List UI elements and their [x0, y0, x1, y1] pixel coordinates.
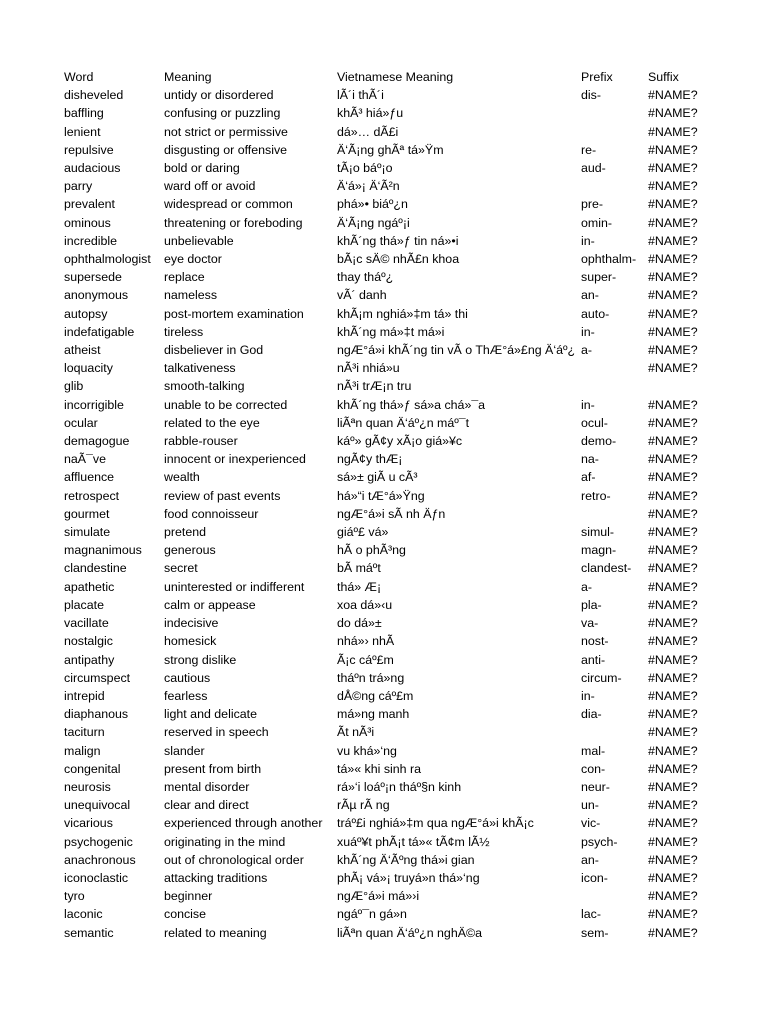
- cell-word: atheist: [64, 343, 101, 358]
- cell-meaning: disgusting or offensive: [164, 142, 288, 157]
- cell-meaning: experienced through another: [164, 816, 323, 831]
- cell-prefix: [581, 177, 648, 195]
- table-row: [64, 924, 708, 942]
- table-row: [64, 760, 708, 778]
- cell-meaning: calm or appease: [164, 597, 256, 612]
- cell-prefix: clandest-: [581, 561, 632, 576]
- cell-meaning: confusing or puzzling: [164, 106, 281, 121]
- cell-vietnamese-meaning: phá»• biáº¿n: [337, 197, 408, 212]
- cell-vietnamese-meaning: khÃ³ hiá»ƒu: [337, 106, 404, 121]
- cell-meaning: beginner: [164, 889, 213, 904]
- cell-word: anachronous: [64, 852, 136, 867]
- table-row: [64, 396, 708, 414]
- cell-prefix: retro-: [581, 488, 611, 503]
- cell-prefix: [581, 359, 648, 377]
- cell-vietnamese-meaning: khÃ´ng Ä‘Ãºng thá»i gian: [337, 852, 475, 867]
- cell-suffix: #NAME?: [648, 488, 698, 503]
- cell-word: incorrigible: [64, 397, 124, 412]
- cell-word: intrepid: [64, 688, 105, 703]
- cell-meaning: nameless: [164, 288, 218, 303]
- cell-word: ocular: [64, 415, 98, 430]
- cell-suffix: #NAME?: [648, 361, 698, 376]
- cell-meaning: attacking traditions: [164, 870, 268, 885]
- cell-word: ominous: [64, 215, 111, 230]
- cell-meaning: bold or daring: [164, 161, 240, 176]
- cell-meaning: review of past events: [164, 488, 281, 503]
- cell-vietnamese-meaning: khÃ´ng thá»ƒ tin ná»•i: [337, 233, 459, 248]
- cell-meaning: indecisive: [164, 616, 219, 631]
- cell-prefix: re-: [581, 142, 597, 157]
- cell-prefix: psych-: [581, 834, 618, 849]
- cell-vietnamese-meaning: má»ng manh: [337, 707, 410, 722]
- cell-vietnamese-meaning: tá»« khi sinh ra: [337, 761, 422, 776]
- cell-suffix: #NAME?: [648, 197, 698, 212]
- cell-suffix: #NAME?: [648, 743, 698, 758]
- cell-prefix: ocul-: [581, 415, 608, 430]
- table-row: [64, 833, 708, 851]
- cell-suffix: #NAME?: [648, 834, 698, 849]
- table-row: [64, 432, 708, 450]
- cell-meaning: fearless: [164, 688, 208, 703]
- cell-meaning: pretend: [164, 525, 207, 540]
- cell-prefix: va-: [581, 616, 599, 631]
- table-row: [64, 123, 708, 141]
- cell-suffix: #NAME?: [648, 561, 698, 576]
- cell-word: audacious: [64, 161, 121, 176]
- cell-vietnamese-meaning: dá»… dÃ£i: [337, 124, 399, 139]
- cell-word: lenient: [64, 124, 101, 139]
- cell-vietnamese-meaning: xuáº¥t phÃ¡t tá»« tÃ¢m lÃ½: [337, 834, 490, 849]
- cell-prefix: [581, 723, 648, 741]
- cell-vietnamese-meaning: liÃªn quan Ä‘áº¿n máº¯t: [337, 415, 470, 430]
- table-row: [64, 159, 708, 177]
- cell-meaning: replace: [164, 270, 205, 285]
- table-row: [64, 86, 708, 104]
- cell-prefix: ophthalm-: [581, 252, 637, 267]
- cell-vietnamese-meaning: hÃ o phÃ³ng: [337, 543, 406, 558]
- cell-vietnamese-meaning: liÃªn quan Ä‘áº¿n nghÄ©a: [337, 925, 482, 940]
- cell-word: naÃ¯ve: [64, 452, 106, 467]
- cell-meaning: mental disorder: [164, 779, 250, 794]
- cell-suffix: #NAME?: [648, 306, 698, 321]
- cell-word: indefatigable: [64, 324, 135, 339]
- cell-word: baffling: [64, 106, 104, 121]
- table-row: [64, 651, 708, 669]
- table-row: [64, 905, 708, 923]
- cell-meaning: related to the eye: [164, 415, 260, 430]
- table-row: [64, 195, 708, 213]
- cell-vietnamese-meaning: rÃµ rÃ ng: [337, 798, 390, 813]
- cell-prefix: lac-: [581, 907, 601, 922]
- cell-suffix: #NAME?: [648, 324, 698, 339]
- table-row: [64, 851, 708, 869]
- cell-suffix: #NAME?: [648, 816, 698, 831]
- cell-prefix: [581, 887, 648, 905]
- cell-word: loquacity: [64, 361, 113, 376]
- cell-meaning: post-mortem examination: [164, 306, 304, 321]
- cell-prefix: in-: [581, 688, 595, 703]
- cell-suffix: #NAME?: [648, 652, 698, 667]
- table-row: [64, 305, 708, 323]
- cell-suffix: #NAME?: [648, 761, 698, 776]
- cell-prefix: in-: [581, 233, 595, 248]
- cell-meaning: out of chronological order: [164, 852, 304, 867]
- cell-vietnamese-meaning: nÃ³i nhiá»u: [337, 361, 400, 376]
- cell-meaning: wealth: [164, 470, 200, 485]
- cell-suffix: #NAME?: [648, 688, 698, 703]
- cell-prefix: demo-: [581, 434, 617, 449]
- cell-word: clandestine: [64, 561, 127, 576]
- cell-suffix: #NAME?: [648, 616, 698, 631]
- table-row: [64, 887, 708, 905]
- cell-vietnamese-meaning: tÃ¡o báº¡o: [337, 161, 393, 176]
- cell-prefix: neur-: [581, 779, 610, 794]
- table-row: [64, 487, 708, 505]
- cell-prefix: af-: [581, 470, 596, 485]
- cell-prefix: dia-: [581, 707, 602, 722]
- cell-meaning: unable to be corrected: [164, 397, 288, 412]
- cell-prefix: simul-: [581, 525, 615, 540]
- cell-suffix: #NAME?: [648, 142, 698, 157]
- cell-word: demagogue: [64, 434, 130, 449]
- cell-vietnamese-meaning: xoa dá»‹u: [337, 597, 393, 612]
- cell-meaning: homesick: [164, 634, 217, 649]
- cell-suffix: #NAME?: [648, 106, 698, 121]
- cell-prefix: dis-: [581, 88, 601, 103]
- table-row: [64, 578, 708, 596]
- cell-suffix: #NAME?: [648, 707, 698, 722]
- cell-word: repulsive: [64, 142, 114, 157]
- cell-meaning: tireless: [164, 324, 204, 339]
- cell-vietnamese-meaning: do dá»±: [337, 616, 382, 631]
- cell-prefix: vic-: [581, 816, 601, 831]
- cell-word: iconoclastic: [64, 870, 129, 885]
- cell-vietnamese-meaning: káº» gÃ¢y xÃ¡o giá»¥c: [337, 434, 463, 449]
- cell-suffix: #NAME?: [648, 270, 698, 285]
- cell-prefix: aud-: [581, 161, 606, 176]
- cell-vietnamese-meaning: khÃ´ng thá»ƒ sá»a chá»¯a: [337, 397, 486, 412]
- cell-vietnamese-meaning: Ä‘á»¡ Ä‘Ã²n: [337, 179, 400, 194]
- cell-vietnamese-meaning: rá»‘i loáº¡n tháº§n kinh: [337, 779, 462, 794]
- cell-prefix: an-: [581, 852, 599, 867]
- cell-prefix: [581, 123, 648, 141]
- cell-meaning: concise: [164, 907, 207, 922]
- cell-prefix: na-: [581, 452, 599, 467]
- cell-suffix: #NAME?: [648, 870, 698, 885]
- cell-vietnamese-meaning: ngÃ¢y thÆ¡: [337, 452, 403, 467]
- cell-meaning: eye doctor: [164, 252, 222, 267]
- cell-prefix: pre-: [581, 197, 604, 212]
- cell-word: circumspect: [64, 670, 131, 685]
- cell-word: autopsy: [64, 306, 108, 321]
- cell-word: malign: [64, 743, 101, 758]
- cell-suffix: #NAME?: [648, 779, 698, 794]
- cell-meaning: present from birth: [164, 761, 262, 776]
- cell-prefix: un-: [581, 798, 599, 813]
- cell-vietnamese-meaning: há»“i tÆ°á»Ÿng: [337, 488, 425, 503]
- cell-prefix: a-: [581, 343, 593, 358]
- cell-word: unequivocal: [64, 798, 131, 813]
- cell-vietnamese-meaning: Ã¡c cáº£m: [337, 652, 394, 667]
- cell-vietnamese-meaning: nÃ³i trÆ¡n tru: [337, 379, 412, 394]
- cell-meaning: cautious: [164, 670, 211, 685]
- cell-suffix: #NAME?: [648, 634, 698, 649]
- cell-meaning: talkativeness: [164, 361, 236, 376]
- table-row: [64, 323, 708, 341]
- cell-word: glib: [64, 379, 84, 394]
- cell-meaning: food connoisseur: [164, 506, 259, 521]
- cell-suffix: #NAME?: [648, 579, 698, 594]
- cell-suffix: #NAME?: [648, 215, 698, 230]
- cell-word: psychogenic: [64, 834, 133, 849]
- cell-meaning: untidy or disordered: [164, 88, 274, 103]
- table-row: [64, 523, 708, 541]
- cell-vietnamese-meaning: thá» Æ¡: [337, 579, 382, 594]
- cell-meaning: smooth-talking: [164, 379, 245, 394]
- cell-prefix: super-: [581, 270, 617, 285]
- cell-word: taciturn: [64, 725, 105, 740]
- cell-vietnamese-meaning: vu khá»‘ng: [337, 743, 397, 758]
- cell-vietnamese-meaning: giáº£ vá»: [337, 525, 389, 540]
- table-row: [64, 141, 708, 159]
- cell-meaning: unbelievable: [164, 233, 234, 248]
- table-row: [64, 869, 708, 887]
- cell-suffix: #NAME?: [648, 161, 698, 176]
- cell-suffix: #NAME?: [648, 670, 698, 685]
- cell-suffix: #NAME?: [648, 233, 698, 248]
- cell-suffix: #NAME?: [648, 124, 698, 139]
- cell-prefix: magn-: [581, 543, 617, 558]
- cell-prefix: mal-: [581, 743, 606, 758]
- table-row: [64, 742, 708, 760]
- cell-meaning: generous: [164, 543, 216, 558]
- cell-suffix: #NAME?: [648, 925, 698, 940]
- cell-vietnamese-meaning: ngáº¯n gá»n: [337, 907, 407, 922]
- cell-meaning: disbeliever in God: [164, 343, 264, 358]
- cell-meaning: rabble-rouser: [164, 434, 238, 449]
- header-prefix: Prefix: [581, 70, 613, 84]
- cell-meaning: slander: [164, 743, 205, 758]
- cell-suffix: #NAME?: [648, 725, 698, 740]
- cell-suffix: #NAME?: [648, 434, 698, 449]
- table-row: [64, 541, 708, 559]
- cell-meaning: widespread or common: [164, 197, 293, 212]
- cell-suffix: #NAME?: [648, 889, 698, 904]
- cell-vietnamese-meaning: Ãt nÃ³i: [337, 725, 375, 740]
- table-row: [64, 177, 708, 195]
- header-word: Word: [64, 70, 94, 84]
- cell-vietnamese-meaning: ngÆ°á»i sÃ nh Äƒn: [337, 506, 446, 521]
- table-row: [64, 341, 708, 359]
- cell-vietnamese-meaning: dÅ©ng cáº£m: [337, 688, 414, 703]
- table-row: [64, 559, 708, 577]
- table-row: [64, 214, 708, 232]
- cell-suffix: #NAME?: [648, 597, 698, 612]
- cell-prefix: nost-: [581, 634, 609, 649]
- cell-word: incredible: [64, 233, 118, 248]
- cell-vietnamese-meaning: ngÆ°á»i má»›i: [337, 889, 420, 904]
- cell-meaning: reserved in speech: [164, 725, 269, 740]
- cell-prefix: in-: [581, 397, 595, 412]
- cell-suffix: #NAME?: [648, 397, 698, 412]
- cell-vietnamese-meaning: sá»± giÃ u cÃ³: [337, 470, 418, 485]
- cell-prefix: [581, 104, 648, 122]
- cell-suffix: #NAME?: [648, 179, 698, 194]
- cell-word: nostalgic: [64, 634, 113, 649]
- cell-word: apathetic: [64, 579, 115, 594]
- cell-prefix: pla-: [581, 597, 602, 612]
- table-row: [64, 632, 708, 650]
- cell-word: placate: [64, 597, 104, 612]
- cell-word: antipathy: [64, 652, 115, 667]
- cell-suffix: [648, 377, 708, 395]
- cell-meaning: strong dislike: [164, 652, 237, 667]
- cell-vietnamese-meaning: phÃ¡ vá»¡ truyá»n thá»‘ng: [337, 870, 480, 885]
- cell-suffix: #NAME?: [648, 470, 698, 485]
- cell-word: prevalent: [64, 197, 115, 212]
- cell-vietnamese-meaning: tháºn trá»ng: [337, 670, 405, 685]
- header-row: [64, 68, 708, 86]
- table-row: [64, 796, 708, 814]
- table-row: [64, 104, 708, 122]
- header-vietnamese-meaning: Vietnamese Meaning: [337, 70, 454, 84]
- cell-suffix: #NAME?: [648, 907, 698, 922]
- cell-word: simulate: [64, 525, 111, 540]
- table-row: [64, 705, 708, 723]
- cell-meaning: originating in the mind: [164, 834, 286, 849]
- cell-word: anonymous: [64, 288, 129, 303]
- table-row: [64, 505, 708, 523]
- cell-vietnamese-meaning: nhá»› nhÃ: [337, 634, 395, 649]
- vocabulary-table: [64, 68, 708, 942]
- table-row: [64, 232, 708, 250]
- cell-word: affluence: [64, 470, 115, 485]
- table-row: [64, 614, 708, 632]
- table-row: [64, 359, 708, 377]
- cell-word: semantic: [64, 925, 114, 940]
- cell-suffix: #NAME?: [648, 88, 698, 103]
- cell-meaning: not strict or permissive: [164, 124, 288, 139]
- cell-prefix: omin-: [581, 215, 612, 230]
- cell-word: vicarious: [64, 816, 113, 831]
- cell-word: supersede: [64, 270, 122, 285]
- cell-word: tyro: [64, 889, 85, 904]
- cell-prefix: [581, 377, 648, 395]
- cell-prefix: anti-: [581, 652, 606, 667]
- cell-word: congenital: [64, 761, 121, 776]
- cell-suffix: #NAME?: [648, 543, 698, 558]
- cell-suffix: #NAME?: [648, 452, 698, 467]
- cell-suffix: #NAME?: [648, 852, 698, 867]
- cell-prefix: con-: [581, 761, 606, 776]
- cell-prefix: sem-: [581, 925, 609, 940]
- cell-word: gourmet: [64, 506, 110, 521]
- table-row: [64, 669, 708, 687]
- cell-meaning: secret: [164, 561, 198, 576]
- cell-word: magnanimous: [64, 543, 142, 558]
- table-row: [64, 687, 708, 705]
- cell-suffix: #NAME?: [648, 525, 698, 540]
- cell-vietnamese-meaning: Ä‘Ã¡ng ghÃª tá»Ÿm: [337, 142, 444, 157]
- cell-meaning: light and delicate: [164, 707, 257, 722]
- cell-prefix: an-: [581, 288, 599, 303]
- cell-prefix: icon-: [581, 870, 608, 885]
- cell-suffix: #NAME?: [648, 506, 698, 521]
- cell-word: vacillate: [64, 616, 109, 631]
- table-row: [64, 778, 708, 796]
- cell-word: retrospect: [64, 488, 120, 503]
- table-row: [64, 250, 708, 268]
- cell-word: laconic: [64, 907, 103, 922]
- cell-prefix: auto-: [581, 306, 610, 321]
- table-row: [64, 450, 708, 468]
- table-row: [64, 723, 708, 741]
- cell-word: neurosis: [64, 779, 111, 794]
- cell-vietnamese-meaning: tráº£i nghiá»‡m qua ngÆ°á»i khÃ¡c: [337, 816, 534, 831]
- header-suffix: Suffix: [648, 70, 679, 84]
- cell-vietnamese-meaning: khÃ´ng má»‡t má»i: [337, 324, 445, 339]
- cell-vietnamese-meaning: bÃ máºt: [337, 561, 381, 576]
- table-row: [64, 286, 708, 304]
- cell-suffix: #NAME?: [648, 415, 698, 430]
- cell-vietnamese-meaning: ngÆ°á»i khÃ´ng tin vÃ o ThÆ°á»£ng Ä‘áº¿: [337, 343, 576, 358]
- table-row: [64, 596, 708, 614]
- cell-vietnamese-meaning: khÃ¡m nghiá»‡m tá» thi: [337, 306, 468, 321]
- cell-vietnamese-meaning: lÃ´i thÃ´i: [337, 88, 384, 103]
- cell-word: diaphanous: [64, 707, 129, 722]
- table-row: [64, 268, 708, 286]
- cell-prefix: circum-: [581, 670, 622, 685]
- cell-meaning: threatening or foreboding: [164, 215, 303, 230]
- cell-meaning: related to meaning: [164, 925, 267, 940]
- cell-suffix: #NAME?: [648, 288, 698, 303]
- cell-meaning: innocent or inexperienced: [164, 452, 306, 467]
- table-row: [64, 814, 708, 832]
- cell-word: disheveled: [64, 88, 124, 103]
- table-body: [64, 86, 708, 942]
- cell-suffix: #NAME?: [648, 798, 698, 813]
- cell-vietnamese-meaning: vÃ´ danh: [337, 288, 387, 303]
- cell-vietnamese-meaning: Ä‘Ã¡ng ngáº¡i: [337, 215, 410, 230]
- cell-meaning: ward off or avoid: [164, 179, 256, 194]
- table-row: [64, 468, 708, 486]
- cell-suffix: #NAME?: [648, 252, 698, 267]
- cell-word: ophthalmologist: [64, 252, 151, 267]
- header-meaning: Meaning: [164, 70, 212, 84]
- cell-meaning: uninterested or indifferent: [164, 579, 305, 594]
- table-row: [64, 414, 708, 432]
- cell-word: parry: [64, 179, 93, 194]
- cell-vietnamese-meaning: thay tháº¿: [337, 270, 394, 285]
- cell-prefix: a-: [581, 579, 593, 594]
- cell-meaning: clear and direct: [164, 798, 249, 813]
- table-row: [64, 377, 708, 395]
- cell-suffix: #NAME?: [648, 343, 698, 358]
- cell-prefix: [581, 505, 648, 523]
- cell-vietnamese-meaning: bÃ¡c sÄ© nhÃ£n khoa: [337, 252, 460, 267]
- cell-prefix: in-: [581, 324, 595, 339]
